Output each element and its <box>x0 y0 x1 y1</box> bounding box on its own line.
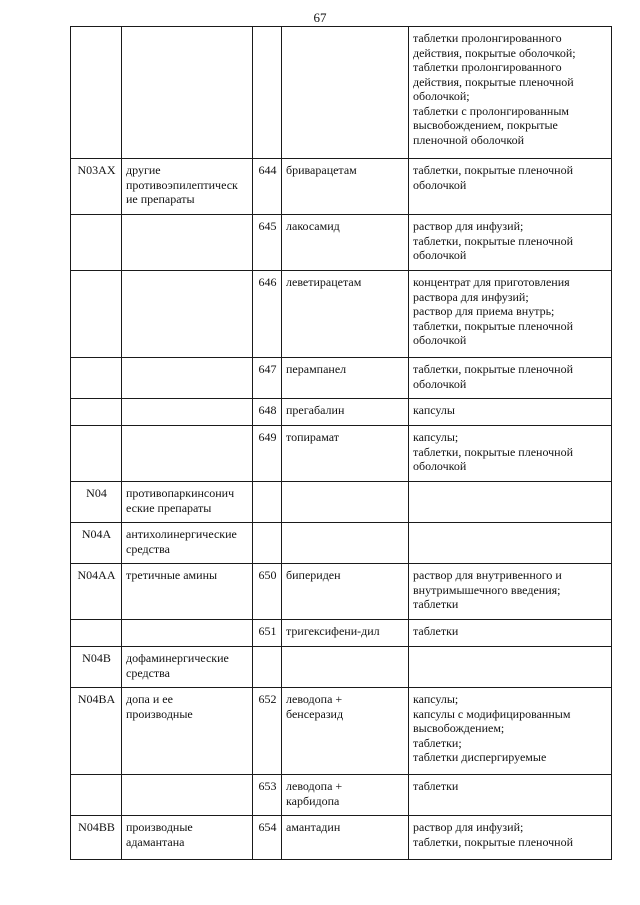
drug-name-cell: бриварацетам <box>282 159 409 215</box>
drug-name-cell: амантадин <box>282 816 409 860</box>
atc-code-cell: N04 <box>71 482 122 523</box>
table-row <box>71 27 612 159</box>
drug-name-cell: бипериден <box>282 564 409 620</box>
atc-code-cell: N04BA <box>71 688 122 775</box>
dosage-forms-cell: таблетки, покрытые пленочной оболочкой <box>409 358 612 399</box>
pharmacological-group-cell: другие противоэпилептическ ие препараты <box>122 159 253 215</box>
pharmacological-group-cell: антихолинергические средства <box>122 523 253 564</box>
pharmacological-group-cell <box>122 620 253 647</box>
pharmacological-group-cell <box>122 215 253 271</box>
table-row <box>71 215 612 271</box>
dosage-forms-cell: раствор для внутривенного и внутримышечного введения; таблетки <box>409 564 612 620</box>
drug-name-cell: леводопа + бенсеразид <box>282 688 409 775</box>
row-number-cell <box>253 482 282 523</box>
drug-name-cell: лакосамид <box>282 215 409 271</box>
table-row <box>71 523 612 564</box>
table-row <box>71 399 612 426</box>
drug-name-cell <box>282 523 409 564</box>
pharmacological-group-cell <box>122 399 253 426</box>
table-row <box>71 358 612 399</box>
table-row <box>71 426 612 482</box>
table-row <box>71 159 612 215</box>
row-number-cell: 644 <box>253 159 282 215</box>
pharmacological-group-cell <box>122 775 253 816</box>
pharmacological-group-cell: производные адамантана <box>122 816 253 860</box>
dosage-forms-cell <box>409 482 612 523</box>
row-number-cell: 650 <box>253 564 282 620</box>
row-number-cell: 651 <box>253 620 282 647</box>
table-row <box>71 775 612 816</box>
atc-code-cell <box>71 271 122 358</box>
row-number-cell: 645 <box>253 215 282 271</box>
drug-name-cell: леводопа + карбидопа <box>282 775 409 816</box>
pharmacological-group-cell: допа и ее производные <box>122 688 253 775</box>
dosage-forms-cell: раствор для инфузий; таблетки, покрытые пленочной оболочкой <box>409 215 612 271</box>
row-number-cell: 654 <box>253 816 282 860</box>
table-row <box>71 620 612 647</box>
atc-code-cell <box>71 775 122 816</box>
atc-code-cell <box>71 27 122 159</box>
atc-code-cell <box>71 358 122 399</box>
row-number-cell: 652 <box>253 688 282 775</box>
table-row <box>71 647 612 688</box>
row-number-cell <box>253 27 282 159</box>
drug-name-cell: топирамат <box>282 426 409 482</box>
dosage-forms-cell: концентрат для приготовления раствора для инфузий; раствор для приема внутрь; таблетки, покрытые пленочной оболочкой <box>409 271 612 358</box>
page-number: 67 <box>313 10 327 25</box>
drug-name-cell <box>282 27 409 159</box>
row-number-cell: 647 <box>253 358 282 399</box>
atc-code-cell: N04A <box>71 523 122 564</box>
atc-code-cell: N04B <box>71 647 122 688</box>
row-number-cell <box>253 647 282 688</box>
drug-name-cell: перампанел <box>282 358 409 399</box>
pharmacological-group-cell <box>122 271 253 358</box>
table-row <box>71 816 612 860</box>
row-number-cell: 653 <box>253 775 282 816</box>
row-number-cell: 646 <box>253 271 282 358</box>
pharmacological-group-cell <box>122 358 253 399</box>
drug-name-cell <box>282 647 409 688</box>
row-number-cell: 649 <box>253 426 282 482</box>
drug-name-cell: тригексифени-дил <box>282 620 409 647</box>
table-row <box>71 688 612 775</box>
atc-code-cell <box>71 426 122 482</box>
drug-name-cell <box>282 482 409 523</box>
table-row <box>71 564 612 620</box>
dosage-forms-cell: таблетки <box>409 775 612 816</box>
atc-code-cell: N04AA <box>71 564 122 620</box>
pharmacological-group-cell: противопаркинсонич еские препараты <box>122 482 253 523</box>
row-number-cell: 648 <box>253 399 282 426</box>
dosage-forms-cell: капсулы <box>409 399 612 426</box>
atc-code-cell <box>71 620 122 647</box>
pharmacological-group-cell: третичные амины <box>122 564 253 620</box>
dosage-forms-cell: таблетки пролонгированного действия, покрытые оболочкой; таблетки пролонгированного действия, покрытые пленочной оболочкой; таблетки с пролонгированным высвобождением, покрытые пленочной оболочкой <box>409 27 612 159</box>
dosage-forms-cell: таблетки, покрытые пленочной оболочкой <box>409 159 612 215</box>
drug-name-cell: леветирацетам <box>282 271 409 358</box>
atc-code-cell <box>71 215 122 271</box>
dosage-forms-cell <box>409 647 612 688</box>
dosage-forms-cell: капсулы; капсулы с модифицированным высвобождением; таблетки; таблетки диспергируемые <box>409 688 612 775</box>
table-row <box>71 482 612 523</box>
atc-code-cell: N03AX <box>71 159 122 215</box>
pharmacological-group-cell <box>122 27 253 159</box>
atc-code-cell <box>71 399 122 426</box>
row-number-cell <box>253 523 282 564</box>
table-body <box>71 27 612 860</box>
dosage-forms-cell: капсулы; таблетки, покрытые пленочной оболочкой <box>409 426 612 482</box>
dosage-forms-cell: таблетки <box>409 620 612 647</box>
pharmacological-group-cell: дофаминергические средства <box>122 647 253 688</box>
dosage-forms-cell: раствор для инфузий; таблетки, покрытые пленочной <box>409 816 612 860</box>
table-row <box>71 271 612 358</box>
drug-name-cell: прегабалин <box>282 399 409 426</box>
drug-table <box>70 26 612 860</box>
dosage-forms-cell <box>409 523 612 564</box>
pharmacological-group-cell <box>122 426 253 482</box>
atc-code-cell: N04BB <box>71 816 122 860</box>
